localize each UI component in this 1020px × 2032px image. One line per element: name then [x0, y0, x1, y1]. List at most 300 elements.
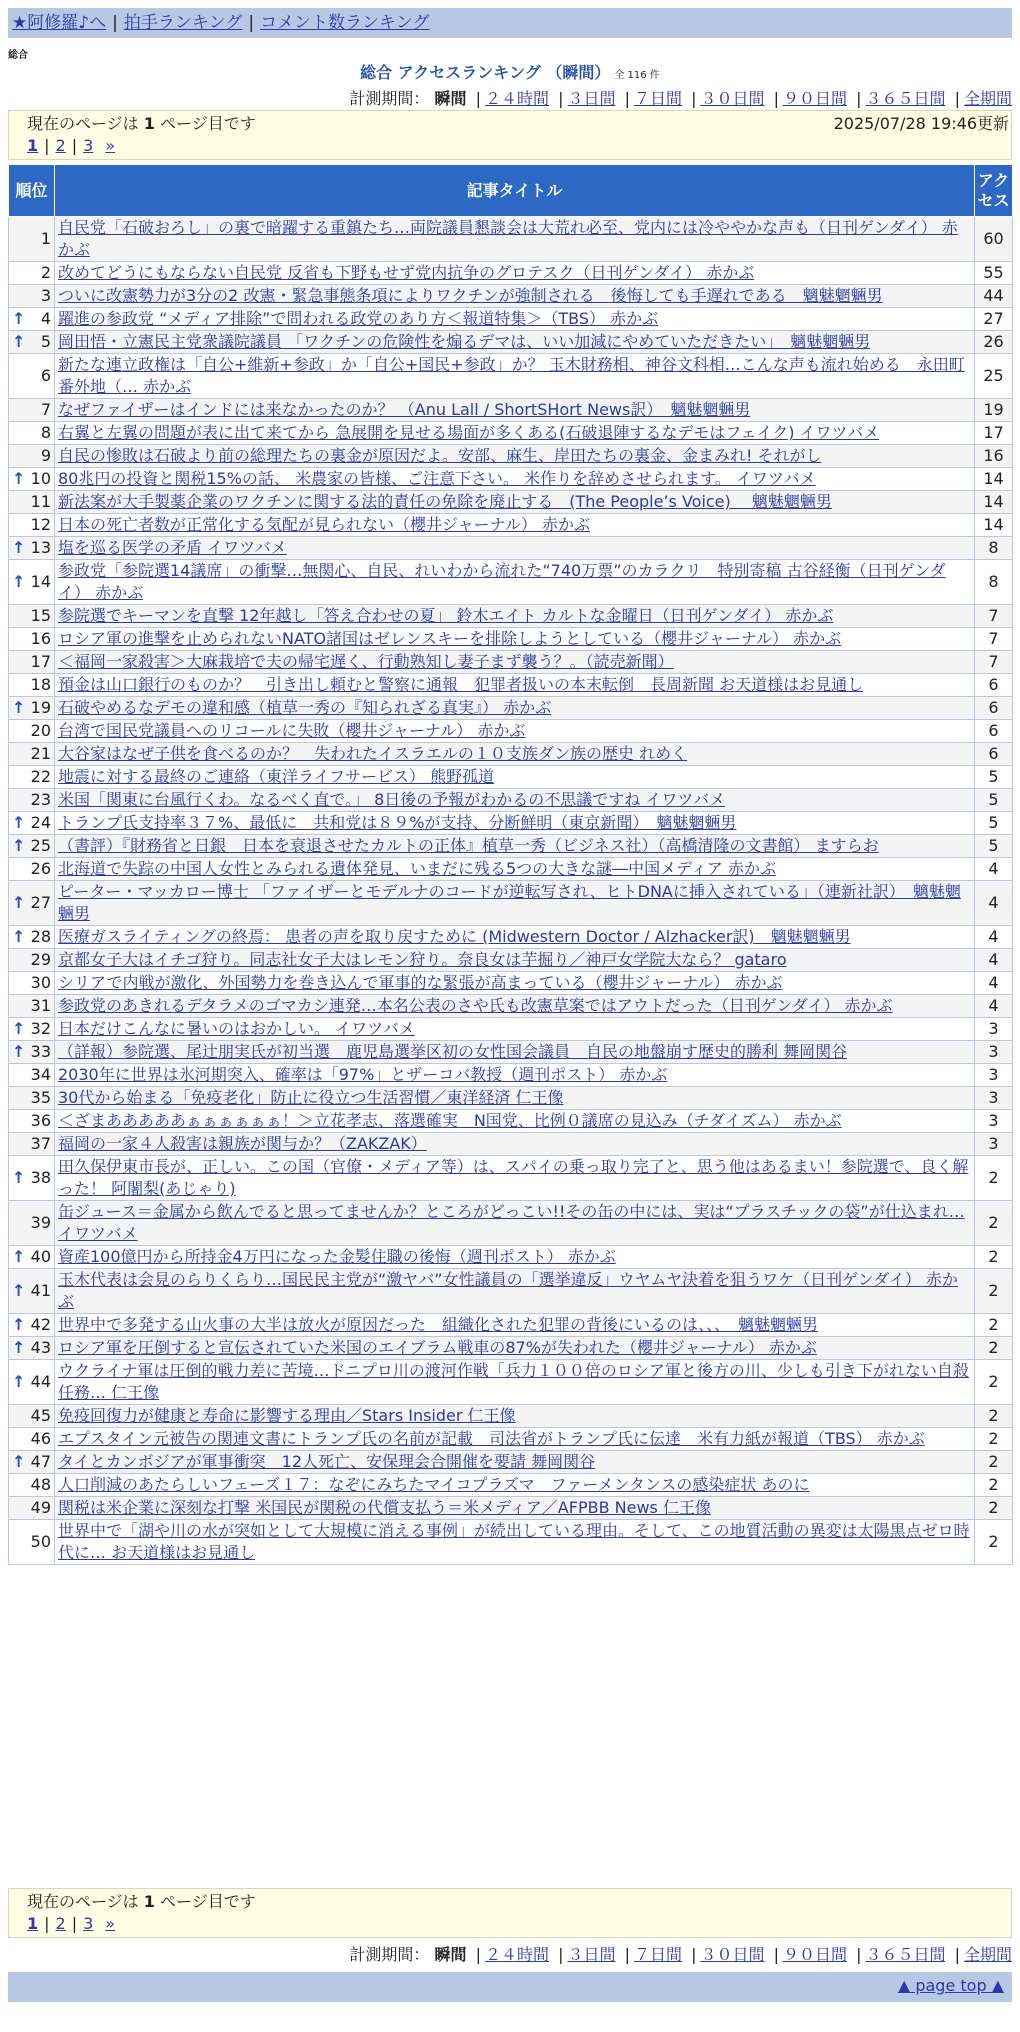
title-cell: [55, 1041, 975, 1064]
rank-number: 2: [40, 263, 51, 282]
article-link[interactable]: ピーター・マッカロー博士 「ファイザーとモデルナのコードが逆転写され、ヒトDNAに挿入されている」（連新社訳） 魑魅魍魎男: [58, 882, 961, 923]
title-cell: [55, 491, 975, 514]
rank-cell: [9, 743, 55, 766]
table-row: [9, 972, 1013, 995]
title-cell: [55, 720, 975, 743]
rank-cell: [9, 1337, 55, 1360]
rank-cell: [9, 995, 55, 1018]
up-arrow-icon: ↑: [12, 538, 26, 557]
access-count: 6: [975, 743, 1013, 766]
rank-cell: [9, 766, 55, 789]
article-link[interactable]: 缶ジュース＝金属から飲んでると思ってませんか？ところがどっこい!!その缶の中には、実は“プラスチックの袋”が仕込まれ… イワツバメ: [58, 1202, 965, 1243]
title-cell: [55, 628, 975, 651]
access-count: 26: [975, 331, 1013, 354]
article-link[interactable]: 塩を巡る医学の矛盾 イワツバメ: [58, 538, 287, 557]
period-365d-link[interactable]: ３６５日間: [865, 89, 946, 108]
rank-number: 27: [30, 893, 51, 912]
article-link[interactable]: ついに改憲勢力が3分の2 改憲・緊急事態条項によりワクチンが強制される 後悔しても手遅れである 魑魅魍魎男: [58, 286, 883, 305]
article-link[interactable]: エプスタイン元被告の関連文書にトランプ氏の名前が記載 司法省がトランプ氏に伝達 米有力紙が報道（TBS） 赤かぶ: [58, 1429, 925, 1448]
table-row: [9, 881, 1013, 926]
table-row: [9, 399, 1013, 422]
table-row: [9, 812, 1013, 835]
access-count: 44: [975, 285, 1013, 308]
article-link[interactable]: 米国「関東に台風行くわ。なるべく直で。」 8日後の予報がわかるの不思議ですね イワツバメ: [58, 790, 726, 809]
access-count: 6: [975, 720, 1013, 743]
ranking-table: [8, 164, 1013, 1565]
title-cell: [55, 1451, 975, 1474]
period-7d-link[interactable]: ７日間: [633, 89, 682, 108]
rank-number: 18: [30, 675, 51, 694]
rank-cell: [9, 972, 55, 995]
title-cell: [55, 1474, 975, 1497]
article-link[interactable]: 世界中で多発する山火事の大半は放火が原因だった 組織化された犯罪の背後にいるのは、、、 魑魅魍魎男: [58, 1315, 819, 1334]
rank-number: 35: [30, 1088, 51, 1107]
up-arrow-icon: ↑: [12, 813, 26, 832]
rank-number: 8: [40, 423, 51, 442]
nav-separator: |: [248, 13, 255, 33]
page-1-link[interactable]: 1: [27, 136, 39, 155]
rank-cell: [9, 1064, 55, 1087]
title-cell: [55, 331, 975, 354]
access-count: 8: [975, 537, 1013, 560]
article-link[interactable]: 参院選でキーマンを直撃 12年越し「答え合わせの夏」 鈴木エイト カルトな金曜日（日刊ゲンダイ） 赤かぶ: [58, 606, 834, 625]
article-link[interactable]: 改めてどうにもならない自民党 反省も下野もせず党内抗争のグロテスク（日刊ゲンダイ） 赤かぶ: [58, 263, 755, 282]
article-link[interactable]: 預金は山口銀行のものか？ 引き出し頼むと警察に通報 犯罪者扱いの本末転倒 長周新聞 お天道様はお見通し: [58, 675, 864, 694]
up-arrow-icon: ↑: [12, 309, 26, 328]
access-count: 2: [975, 1269, 1013, 1314]
title-cell: [55, 468, 975, 491]
rank-number: 41: [30, 1281, 51, 1300]
up-arrow-icon: ↑: [12, 1372, 26, 1391]
access-count: 25: [975, 354, 1013, 399]
table-row: [9, 1201, 1013, 1246]
access-count: 8: [975, 560, 1013, 605]
page-3-link[interactable]: 3: [83, 1914, 94, 1933]
rank-number: 4: [40, 309, 51, 328]
title-cell: [55, 743, 975, 766]
clap-ranking-link[interactable]: 拍手ランキング: [123, 13, 243, 33]
table-row: [9, 1474, 1013, 1497]
rank-cell: [9, 1360, 55, 1405]
rank-number: 38: [30, 1168, 51, 1187]
title-cell: [55, 1156, 975, 1201]
table-row: [9, 1314, 1013, 1337]
ranking-table-body: [9, 217, 1013, 1565]
rank-cell: [9, 308, 55, 331]
access-count: 3: [975, 1064, 1013, 1087]
article-link[interactable]: ＜福岡一家殺害＞大麻栽培で夫の帰宅遅く、行動熟知し妻子まず襲う？。（読売新聞）: [58, 652, 674, 671]
current-page-text: 現在のページは 1 ページ目です: [27, 1892, 256, 1911]
rank-number: 39: [30, 1213, 51, 1232]
period-24h-link[interactable]: ２４時間: [484, 89, 549, 108]
rank-number: 3: [40, 286, 51, 305]
rank-cell: [9, 926, 55, 949]
access-count: 4: [975, 949, 1013, 972]
rank-cell: [9, 1087, 55, 1110]
period-current: 瞬間: [434, 89, 467, 108]
rank-cell: [9, 1156, 55, 1201]
rank-cell: [9, 605, 55, 628]
title-cell: [55, 972, 975, 995]
article-link[interactable]: 田久保伊東市長が、正しい。この国（官僚・メディア等）は、スパイの乗っ取り完了と、思う他はあるまい！参院選で、良く解った！ 阿闍梨(あじゃり): [58, 1157, 969, 1198]
table-row: [9, 766, 1013, 789]
rank-cell: [9, 399, 55, 422]
up-arrow-icon: ↑: [12, 1281, 26, 1300]
rank-cell: [9, 1018, 55, 1041]
rank-cell: [9, 1133, 55, 1156]
article-link[interactable]: 日本だけこんなに暑いのはおかしい。 イワツバメ: [58, 1019, 415, 1038]
article-link[interactable]: なぜファイザーはインドには来なかったのか？ （Anu Lall / ShortSHort News訳） 魑魅魍魎男: [58, 400, 751, 419]
access-count: 5: [975, 766, 1013, 789]
period-30d-link[interactable]: ３０日間: [700, 1945, 765, 1964]
table-row: [9, 445, 1013, 468]
rank-cell: [9, 674, 55, 697]
title-cell: [55, 697, 975, 720]
title-cell: [55, 926, 975, 949]
rank-number: 7: [40, 400, 51, 419]
table-row: [9, 1405, 1013, 1428]
access-count: 5: [975, 812, 1013, 835]
rank-cell: [9, 1246, 55, 1269]
table-row: [9, 354, 1013, 399]
title-cell: [55, 789, 975, 812]
rank-cell: [9, 560, 55, 605]
category-label: 総合: [8, 50, 28, 61]
rank-number: 47: [30, 1452, 51, 1471]
top-nav-bar: [8, 8, 1012, 38]
access-column-header: アクセス: [975, 165, 1013, 217]
article-link[interactable]: 新法案が大手製薬企業のワクチンに関する法的責任の免除を廃止する (The People’s Voice) 魑魅魍魎男: [58, 492, 832, 511]
table-row: [9, 858, 1013, 881]
article-link[interactable]: 参政党「参院選14議席」の衝撃…無関心、自民、れいわから流れた“740万票”のカラクリ 特別寄稿 古谷経衡（日刊ゲンダイ） 赤かぶ: [58, 561, 946, 602]
table-row: [9, 422, 1013, 445]
article-link[interactable]: 自民の惨敗は石破より前の総理たちの裏金が原因だよ。安部、麻生、岸田たちの裏金、金まみれ! それがし: [58, 446, 822, 465]
title-cell: [55, 651, 975, 674]
rank-number: 26: [30, 859, 51, 878]
rank-number: 36: [30, 1111, 51, 1130]
table-row: [9, 560, 1013, 605]
rank-cell: [9, 1497, 55, 1520]
period-current: 瞬間: [434, 1945, 467, 1964]
period-24h-link[interactable]: ２４時間: [484, 1945, 549, 1964]
rank-number: 16: [30, 629, 51, 648]
access-count: 2: [975, 1246, 1013, 1269]
comment-ranking-link[interactable]: コメント数ランキング: [260, 13, 430, 33]
title-cell: [55, 1087, 975, 1110]
rank-cell: [9, 537, 55, 560]
article-link[interactable]: 資産100億円から所持金4万円になった金髪住職の後悔（週刊ポスト） 赤かぶ: [58, 1247, 616, 1266]
rank-cell: [9, 697, 55, 720]
article-link[interactable]: 参政党のあきれるデタラメのゴマカシ連発…本名公表のさや氏も改憲草案ではアウトだった（日刊ゲンダイ） 赤かぶ: [58, 996, 893, 1015]
article-link[interactable]: 躍進の参政党 “メディア排除”で問われる政党のあり方＜報道特集＞（TBS） 赤かぶ: [58, 309, 659, 328]
rank-number: 21: [30, 744, 51, 763]
title-cell: [55, 766, 975, 789]
rank-number: 33: [30, 1042, 51, 1061]
rank-number: 23: [30, 790, 51, 809]
access-count: 2: [975, 1314, 1013, 1337]
page-title: [0, 60, 1020, 83]
article-link[interactable]: ロシア軍の進撃を止められないNATO諸国はゼレンスキーを排除しようとしている（櫻井ジャーナル） 赤かぶ: [58, 629, 842, 648]
access-count: 4: [975, 995, 1013, 1018]
page-3-link[interactable]: 3: [83, 136, 94, 155]
article-link[interactable]: 大谷家はなぜ子供を食べるのか？ 失われたイスラエルの１０支族ダン族の歴史 れめく: [58, 744, 688, 763]
article-link[interactable]: 免疫回復力が健康と寿命に影響する理由／Stars Insider 仁王像: [58, 1406, 516, 1425]
period-selector-bottom: 計測期間： 瞬間 | ２４時間 | ３日間 | ７日間 | ３０日間 | ９０日間 | ３６５日間 | 全期間: [349, 1945, 1012, 1964]
period-3d-link[interactable]: ３日間: [567, 1945, 616, 1964]
title-cell: [55, 1269, 975, 1314]
table-row: [9, 1497, 1013, 1520]
article-link[interactable]: トランプ氏支持率３７%、最低に 共和党は８９%が支持、分断鮮明（東京新聞） 魑魅魍魎男: [58, 813, 737, 832]
title-cell: [55, 1314, 975, 1337]
article-link[interactable]: 人口削減のあたらしいフェーズ１７：なぞにみちたマイコプラズマ ファーメンタンスの感染症状 あのに: [58, 1475, 810, 1494]
up-arrow-icon: ↑: [12, 698, 26, 717]
table-row: [9, 262, 1013, 285]
table-row: [9, 217, 1013, 262]
rank-number: 10: [30, 469, 51, 488]
access-count: 2: [975, 1156, 1013, 1201]
access-count: 2: [975, 1360, 1013, 1405]
rank-number: 29: [30, 950, 51, 969]
article-link[interactable]: 玉木代表は会見のらりくらり…国民民主党が“激ヤバ”女性議員の「選挙違反」ウヤムヤ決着を狙うワケ（日刊ゲンダイ） 赤かぶ: [58, 1270, 958, 1311]
title-cell: [55, 262, 975, 285]
page-info-top: [8, 110, 1012, 160]
title-cell: [55, 422, 975, 445]
rank-cell: [9, 1269, 55, 1314]
rank-number: 20: [30, 721, 51, 740]
title-cell: [55, 1246, 975, 1269]
title-cell: [55, 285, 975, 308]
up-arrow-icon: ↑: [12, 1168, 26, 1187]
rank-cell: [9, 858, 55, 881]
article-link[interactable]: 世界中で「湖や川の水が突如として大規模に消える事例」が続出している理由。そして、この地質活動の異変は太陽黒点ゼロ時代に… お天道様はお見通し: [58, 1521, 970, 1562]
rank-cell: [9, 1428, 55, 1451]
rank-number: 17: [30, 652, 51, 671]
rank-number: 42: [30, 1315, 51, 1334]
page-2-link[interactable]: 2: [55, 136, 66, 155]
rank-column-header: 順位: [9, 165, 55, 217]
article-link[interactable]: （詳報）参院選、尾辻朋実氏が初当選 鹿児島選挙区初の女性国会議員 自民の地盤崩す歴史的勝利 舞岡関谷: [58, 1042, 848, 1061]
table-row: [9, 1451, 1013, 1474]
rank-number: 44: [30, 1372, 51, 1391]
title-cell: [55, 835, 975, 858]
article-link[interactable]: 福岡の一家４人殺害は親族が関与か？（ZAKZAK）: [58, 1134, 427, 1153]
period-7d-link[interactable]: ７日間: [633, 1945, 682, 1964]
title-cell: [55, 881, 975, 926]
access-count: 60: [975, 217, 1013, 262]
title-cell: [55, 1428, 975, 1451]
access-count: 2: [975, 1337, 1013, 1360]
table-row: [9, 331, 1013, 354]
rank-number: 11: [30, 492, 51, 511]
rank-cell: [9, 262, 55, 285]
current-page-text: 現在のページは 1 ページ目です: [27, 114, 256, 133]
period-selector-top: 計測期間： 瞬間 | ２４時間 | ３日間 | ７日間 | ３０日間 | ９０日間 | ３６５日間 | 全期間: [349, 89, 1012, 108]
access-count: 2: [975, 1451, 1013, 1474]
rank-number: 24: [30, 813, 51, 832]
page-2-link[interactable]: 2: [55, 1914, 66, 1933]
article-link[interactable]: タイとカンボジアが軍事衝突 12人死亡、安保理会合開催を要請 舞岡関谷: [58, 1452, 596, 1471]
title-cell: [55, 1064, 975, 1087]
table-row: [9, 285, 1013, 308]
access-count: 2: [975, 1497, 1013, 1520]
rank-number: 32: [30, 1019, 51, 1038]
article-link[interactable]: 医療ガスライティングの終焉： 患者の声を取り戻すために (Midwestern Doctor / Alzhacker訳) 魑魅魍魎男: [58, 927, 851, 946]
article-link[interactable]: 自民党「石破おろし」の裏で暗躍する重鎮たち…両院議員懇談会は大荒れ必至、党内には冷ややかな声も（日刊ゲンダイ） 赤かぶ: [58, 218, 958, 259]
article-link[interactable]: 右翼と左翼の問題が表に出て来てから 急展開を見せる場面が多くある(石破退陣するなデモはフェイク) イワツバメ: [58, 423, 880, 442]
title-cell: [55, 354, 975, 399]
period-90d-link[interactable]: ９０日間: [782, 89, 847, 108]
table-row: [9, 995, 1013, 1018]
table-row: [9, 651, 1013, 674]
title-column-header: 記事タイトル: [55, 165, 975, 217]
access-count: 4: [975, 972, 1013, 995]
title-cell: [55, 1405, 975, 1428]
up-arrow-icon: ↑: [12, 1452, 26, 1471]
access-count: 19: [975, 399, 1013, 422]
up-arrow-icon: ↑: [12, 893, 26, 912]
rank-cell: [9, 514, 55, 537]
rank-cell: [9, 445, 55, 468]
period-30d-link[interactable]: ３０日間: [700, 89, 765, 108]
title-cell: [55, 674, 975, 697]
rank-cell: [9, 881, 55, 926]
article-link[interactable]: 関税は米企業に深刻な打撃 米国民が関税の代償支払う＝米メディア／AFPBB News 仁王像: [58, 1498, 711, 1517]
article-link[interactable]: 80兆円の投資と関税15%の話、 米農家の皆様、ご注意下さい。 米作りを辞めさせられます。 イワツバメ: [58, 469, 816, 488]
access-count: 27: [975, 308, 1013, 331]
rank-number: 30: [30, 973, 51, 992]
article-link[interactable]: （書評）『財務省と日銀 日本を衰退させたカルトの正体』植草一秀（ビジネス社）（高橋清隆の文書館） ますらお: [58, 836, 879, 855]
up-arrow-icon: ↑: [12, 469, 26, 488]
table-row: [9, 1087, 1013, 1110]
rank-cell: [9, 1520, 55, 1565]
rank-cell: [9, 1451, 55, 1474]
access-count: 14: [975, 491, 1013, 514]
rank-number: 31: [30, 996, 51, 1015]
table-row: [9, 1269, 1013, 1314]
pager-top: 1 | 2 | 3 »: [27, 136, 116, 155]
table-row: [9, 1428, 1013, 1451]
title-cell: [55, 445, 975, 468]
up-arrow-icon: ↑: [12, 927, 26, 946]
title-cell: [55, 949, 975, 972]
rank-number: 49: [30, 1498, 51, 1517]
next-page-link[interactable]: »: [105, 136, 116, 155]
rank-cell: [9, 651, 55, 674]
period-all-link[interactable]: 全期間: [963, 1945, 1012, 1964]
article-link[interactable]: 新たな連立政権は「自公+維新+参政」か「自公+国民+参政」か？ 玉木財務相、神谷文科相…こんな声も流れ始める 永田町番外地（… 赤かぶ: [58, 355, 965, 396]
rank-cell: [9, 812, 55, 835]
access-count: 6: [975, 674, 1013, 697]
table-row: [9, 1360, 1013, 1405]
page-1-link[interactable]: 1: [27, 1914, 39, 1933]
access-count: 4: [975, 881, 1013, 926]
rank-number: 48: [30, 1475, 51, 1494]
article-link[interactable]: 30代から始まる「免疫老化」防止に役立つ生活習慣／東洋経済 仁王像: [58, 1088, 564, 1107]
title-cell: [55, 858, 975, 881]
rank-cell: [9, 217, 55, 262]
access-count: 2: [975, 1405, 1013, 1428]
title-cell: [55, 1337, 975, 1360]
home-link[interactable]: ★阿修羅♪へ: [12, 13, 107, 33]
rank-number: 12: [30, 515, 51, 534]
article-link[interactable]: 岡田悟・立憲民主党衆議院議員 「ワクチンの危険性を煽るデマは、いい加減にやめていただきたい」 魑魅魍魎男: [58, 332, 871, 351]
access-count: 3: [975, 1110, 1013, 1133]
pager-bottom: 1 | 2 | 3 »: [27, 1914, 116, 1933]
article-link[interactable]: 地震に対する最終のご連絡（東洋ライフサービス） 熊野孤道: [58, 767, 495, 786]
rank-cell: [9, 949, 55, 972]
rank-number: 34: [30, 1065, 51, 1084]
period-all-link[interactable]: 全期間: [963, 89, 1012, 108]
table-row: [9, 674, 1013, 697]
rank-number: 40: [30, 1247, 51, 1266]
access-count: 2: [975, 1520, 1013, 1565]
article-link[interactable]: 台湾で国民党議員へのリコールに失敗（櫻井ジャーナル） 赤かぶ: [58, 721, 526, 740]
page-title-text: 総合 アクセスランキング （瞬間）: [360, 63, 611, 82]
table-row: [9, 720, 1013, 743]
access-count: 5: [975, 789, 1013, 812]
rank-cell: [9, 285, 55, 308]
access-count: 16: [975, 445, 1013, 468]
page-top-link[interactable]: ▲ page top ▲: [897, 1976, 1004, 1995]
access-count: 5: [975, 835, 1013, 858]
article-link[interactable]: 北海道で失踪の中国人女性とみられる遺体発見、いまだに残る5つの大きな謎―中国メディア 赤かぶ: [58, 859, 776, 878]
title-cell: [55, 995, 975, 1018]
article-link[interactable]: ロシア軍を圧倒すると宣伝されていた米国のエイブラム戦車の87%が失われた（櫻井ジャーナル） 赤かぶ: [58, 1338, 817, 1357]
next-page-link[interactable]: »: [105, 1914, 116, 1933]
rank-number: 5: [40, 332, 51, 351]
article-link[interactable]: 京都女子大はイチゴ狩り。同志社女子大はレモン狩り。奈良女は芋掘り／神戸女学院大なら？ gataro: [58, 950, 787, 969]
article-link[interactable]: 2030年に世界は氷河期突入、確率は「97%」とザーコバ教授（週刊ポスト） 赤かぶ: [58, 1065, 668, 1084]
table-row: [9, 1110, 1013, 1133]
table-row: [9, 1246, 1013, 1269]
article-link[interactable]: シリアで内戦が激化、外国勢力を巻き込んで軍事的な緊張が高まっている（櫻井ジャーナル） 赤かぶ: [58, 973, 783, 992]
up-arrow-icon: ↑: [12, 1315, 26, 1334]
article-link[interactable]: ウクライナ軍は圧倒的戦力差に苦境…ドニプロ川の渡河作戦「兵力１００倍のロシア軍と後方の川、少しも引き下がれない自殺任務… 仁王像: [58, 1361, 969, 1402]
title-cell: [55, 1201, 975, 1246]
access-count: 3: [975, 1087, 1013, 1110]
nav-separator: |: [112, 13, 118, 33]
up-arrow-icon: ↑: [12, 1338, 26, 1357]
article-link[interactable]: 石破やめるなデモの違和感（植草一秀の『知られざる真実』） 赤かぶ: [58, 698, 552, 717]
title-cell: [55, 308, 975, 331]
rank-cell: [9, 835, 55, 858]
rank-number: 6: [40, 366, 51, 385]
title-cell: [55, 514, 975, 537]
period-365d-link[interactable]: ３６５日間: [865, 1945, 946, 1964]
title-cell: [55, 399, 975, 422]
rank-cell: [9, 1041, 55, 1064]
table-row: [9, 491, 1013, 514]
access-count: 4: [975, 858, 1013, 881]
rank-cell: [9, 422, 55, 445]
rank-cell: [9, 1201, 55, 1246]
table-row: [9, 605, 1013, 628]
title-cell: [55, 1360, 975, 1405]
rank-cell: [9, 789, 55, 812]
up-arrow-icon: ↑: [12, 836, 26, 855]
article-link[interactable]: ＜ざまあああああぁぁぁぁぁぁ！＞立花孝志、落選確実 N国党、比例０議席の見込み（チダイズム） 赤かぶ: [58, 1111, 842, 1130]
rank-cell: [9, 468, 55, 491]
table-row: [9, 1156, 1013, 1201]
up-arrow-icon: ↑: [12, 1247, 26, 1266]
rank-number: 28: [30, 927, 51, 946]
table-row: [9, 949, 1013, 972]
article-link[interactable]: 日本の死亡者数が正常化する気配が見られない（櫻井ジャーナル） 赤かぶ: [58, 515, 590, 534]
table-row: [9, 1337, 1013, 1360]
period-90d-link[interactable]: ９０日間: [782, 1945, 847, 1964]
period-3d-link[interactable]: ３日間: [567, 89, 616, 108]
total-count: 全 116 件: [614, 70, 660, 81]
